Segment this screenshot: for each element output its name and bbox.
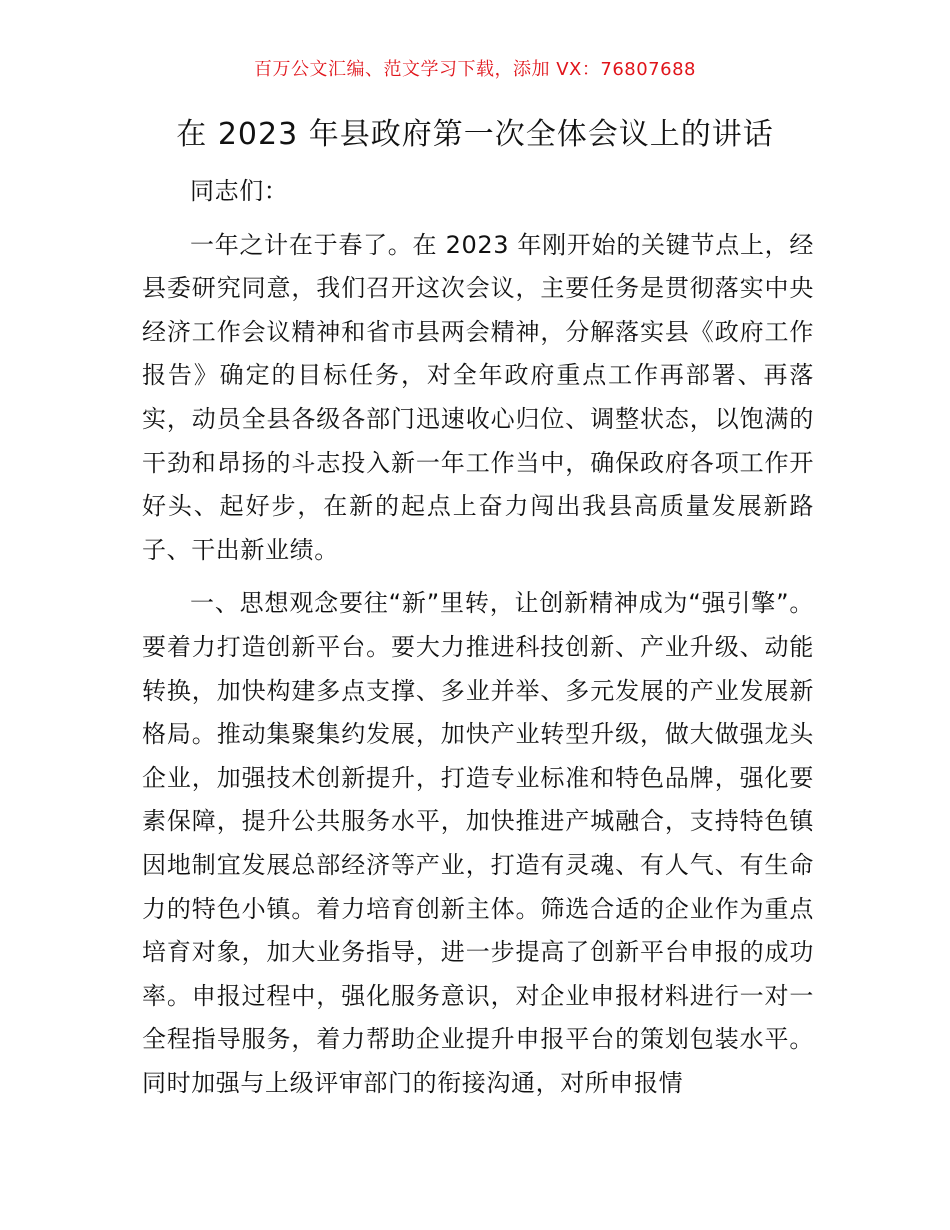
- header-notice: 百万公文汇编、范文学习下载，添加 VX：76807688: [254, 59, 696, 80]
- paragraph-section-one: 一、思想观念要往“新”里转，让创新精神成为“强引擎”。要着力打造创新平台。要大力推进科技创新、产业升级、动能转换，加快构建多点支撑、多业并举、多元发展的产业发展新格局。推动集聚集约发展，加快产业转型升级，做大做强龙头企业，加强技术创新提升，打造专业标准和特色品牌，强化要素保障，提升公共服务水平，加快推进产城融合，支持特色镇因地制宜发展总部经济等产业，打造有灵魂、有人气、有生命力的特色小镇。着力培育创新主体。筛选合适的企业作为重点培育对象，加大业务指导，进一步提高了创新平台申报的成功率。申报过程中，强化服务意识，对企业申报材料进行一对一全程指导服务，着力帮助企业提升申报平台的策划包装水平。同时加强与上级评审部门的衔接沟通，对所申报情: [142, 589, 814, 1097]
- salutation: 同志们：: [190, 177, 289, 205]
- document-title: 在 2023 年县政府第一次全体会议上的讲话: [176, 117, 774, 152]
- paragraph-intro: 一年之计在于春了。在 2023 年刚开始的关键节点上，经县委研究同意，我们召开这次会议，主要任务是贯彻落实中央经济工作会议精神和省市县两会精神，分解落实县《政府工作报告》确定的目标任务，对全年政府重点工作再部署、再落实，动员全县各级各部门迅速收心归位、调整状态，以饱满的干劲和昂扬的斗志投入新一年工作当中，确保政府各项工作开好头、起好步，在新的起点上奋力闯出我县高质量发展新路子、干出新业绩。: [142, 230, 814, 564]
- document-body: [142, 170, 814, 1105]
